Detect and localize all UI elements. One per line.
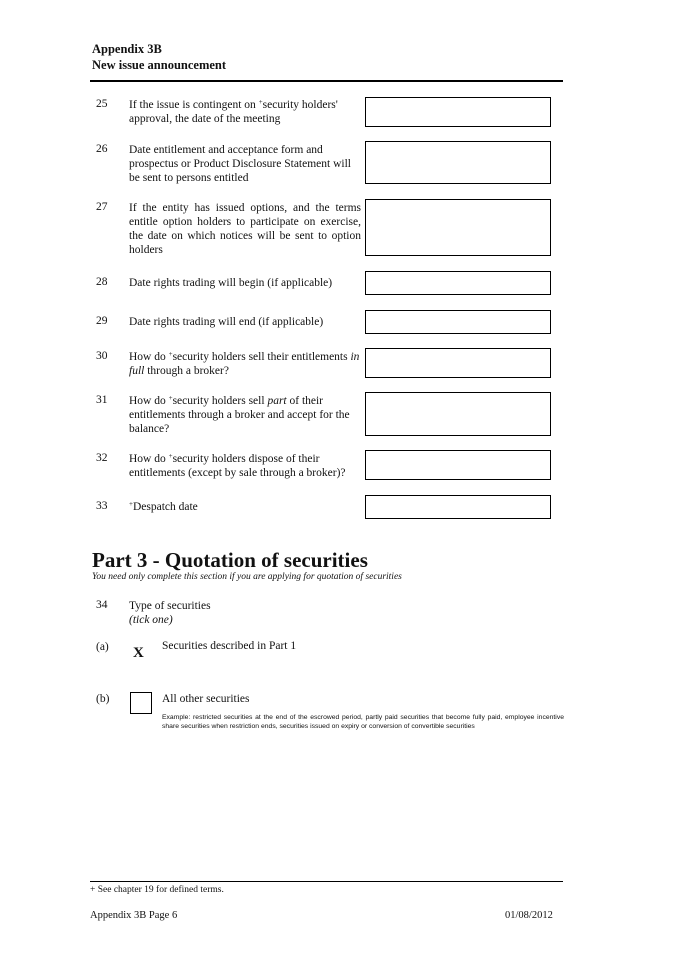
plus-marker: + xyxy=(168,452,173,460)
question-number: 34 xyxy=(96,599,108,611)
option-example: Example: restricted securities at the end of the escrowed period, partly paid securities that become fully paid, employee incentive share securities when restriction ends, securities issued on expiry or conversion of convertible securities xyxy=(162,714,564,730)
question-text xyxy=(129,350,361,378)
question-text-part: security holders sell xyxy=(172,395,268,407)
question-number: 26 xyxy=(96,143,108,155)
answer-box-33[interactable] xyxy=(365,495,551,519)
question-number: 32 xyxy=(96,452,108,464)
question-text: If the entity has issued options, and the terms entitle option holders to participate on exercise, the date on which notices will be sent to option holders xyxy=(129,202,361,256)
question-text xyxy=(129,98,361,126)
question-text: Date rights trading will begin (if applicable) xyxy=(129,277,333,289)
question-text-part: Despatch date xyxy=(132,501,198,513)
header-subtitle: New issue announcement xyxy=(92,58,227,72)
plus-marker: + xyxy=(258,98,263,106)
question-text-part: security holders' approval, the date of the meeting xyxy=(129,99,338,125)
question-text-emphasis: in full xyxy=(129,351,360,377)
question-number: 25 xyxy=(96,98,108,110)
question-text: Date entitlement and acceptance form and prospectus or Product Disclosure Statement will be sent to persons entitled xyxy=(129,144,351,184)
option-label-a: (a) xyxy=(96,641,109,653)
option-text-b: All other securities xyxy=(162,693,250,705)
question-text-part: security holders sell their entitlements xyxy=(172,351,351,363)
question-text xyxy=(129,452,361,480)
question-text-part: of their entitlements through a broker and accept for the balance? xyxy=(129,395,350,435)
question-number: 28 xyxy=(96,276,108,288)
plus-marker: + xyxy=(168,394,173,402)
question-text: Date rights trading will end (if applicable) xyxy=(129,316,324,328)
answer-box-28[interactable] xyxy=(365,271,551,295)
plus-marker: + xyxy=(129,500,133,508)
answer-box-29[interactable] xyxy=(365,310,551,334)
question-number: 31 xyxy=(96,394,108,406)
page-number: Appendix 3B Page 6 xyxy=(90,910,178,921)
checkbox-b[interactable] xyxy=(130,692,152,714)
answer-box-31[interactable] xyxy=(365,392,551,436)
question-number: 27 xyxy=(96,201,108,213)
question-text-part: How do xyxy=(129,351,169,363)
question-text-emphasis: part xyxy=(267,395,287,407)
question-text-part: through a broker? xyxy=(144,365,229,377)
answer-box-27[interactable] xyxy=(365,199,551,256)
question-number: 29 xyxy=(96,315,108,327)
question-hint: (tick one) xyxy=(129,614,173,626)
footnote: + See chapter 19 for defined terms. xyxy=(90,885,224,895)
question-number: 33 xyxy=(96,500,108,512)
answer-box-30[interactable] xyxy=(365,348,551,378)
question-text: Type of securities xyxy=(129,600,211,612)
question-text-part: security holders dispose of their entitlements (except by sale through a broker)? xyxy=(129,453,346,479)
answer-box-26[interactable] xyxy=(365,141,551,184)
section-subtitle: You need only complete this section if you are applying for quotation of securities xyxy=(92,572,402,582)
option-label-b: (b) xyxy=(96,693,110,705)
header-title: Appendix 3B xyxy=(92,42,162,56)
question-text-part: How do xyxy=(129,453,169,465)
page-header xyxy=(92,41,226,73)
answer-box-32[interactable] xyxy=(365,450,551,480)
question-text xyxy=(129,500,361,514)
header-divider xyxy=(90,80,563,82)
question-text-part: If the issue is contingent on xyxy=(129,99,259,111)
question-text xyxy=(129,394,361,436)
footer-divider xyxy=(90,881,563,882)
answer-box-25[interactable] xyxy=(365,97,551,127)
question-number: 30 xyxy=(96,350,108,362)
question-text-part: How do xyxy=(129,395,169,407)
footer-date: 01/08/2012 xyxy=(505,910,553,921)
plus-marker: + xyxy=(168,350,173,358)
section-title: Part 3 - Quotation of securities xyxy=(92,548,368,572)
checkbox-a-checked[interactable]: X xyxy=(133,645,144,661)
option-text-a: Securities described in Part 1 xyxy=(162,640,297,652)
